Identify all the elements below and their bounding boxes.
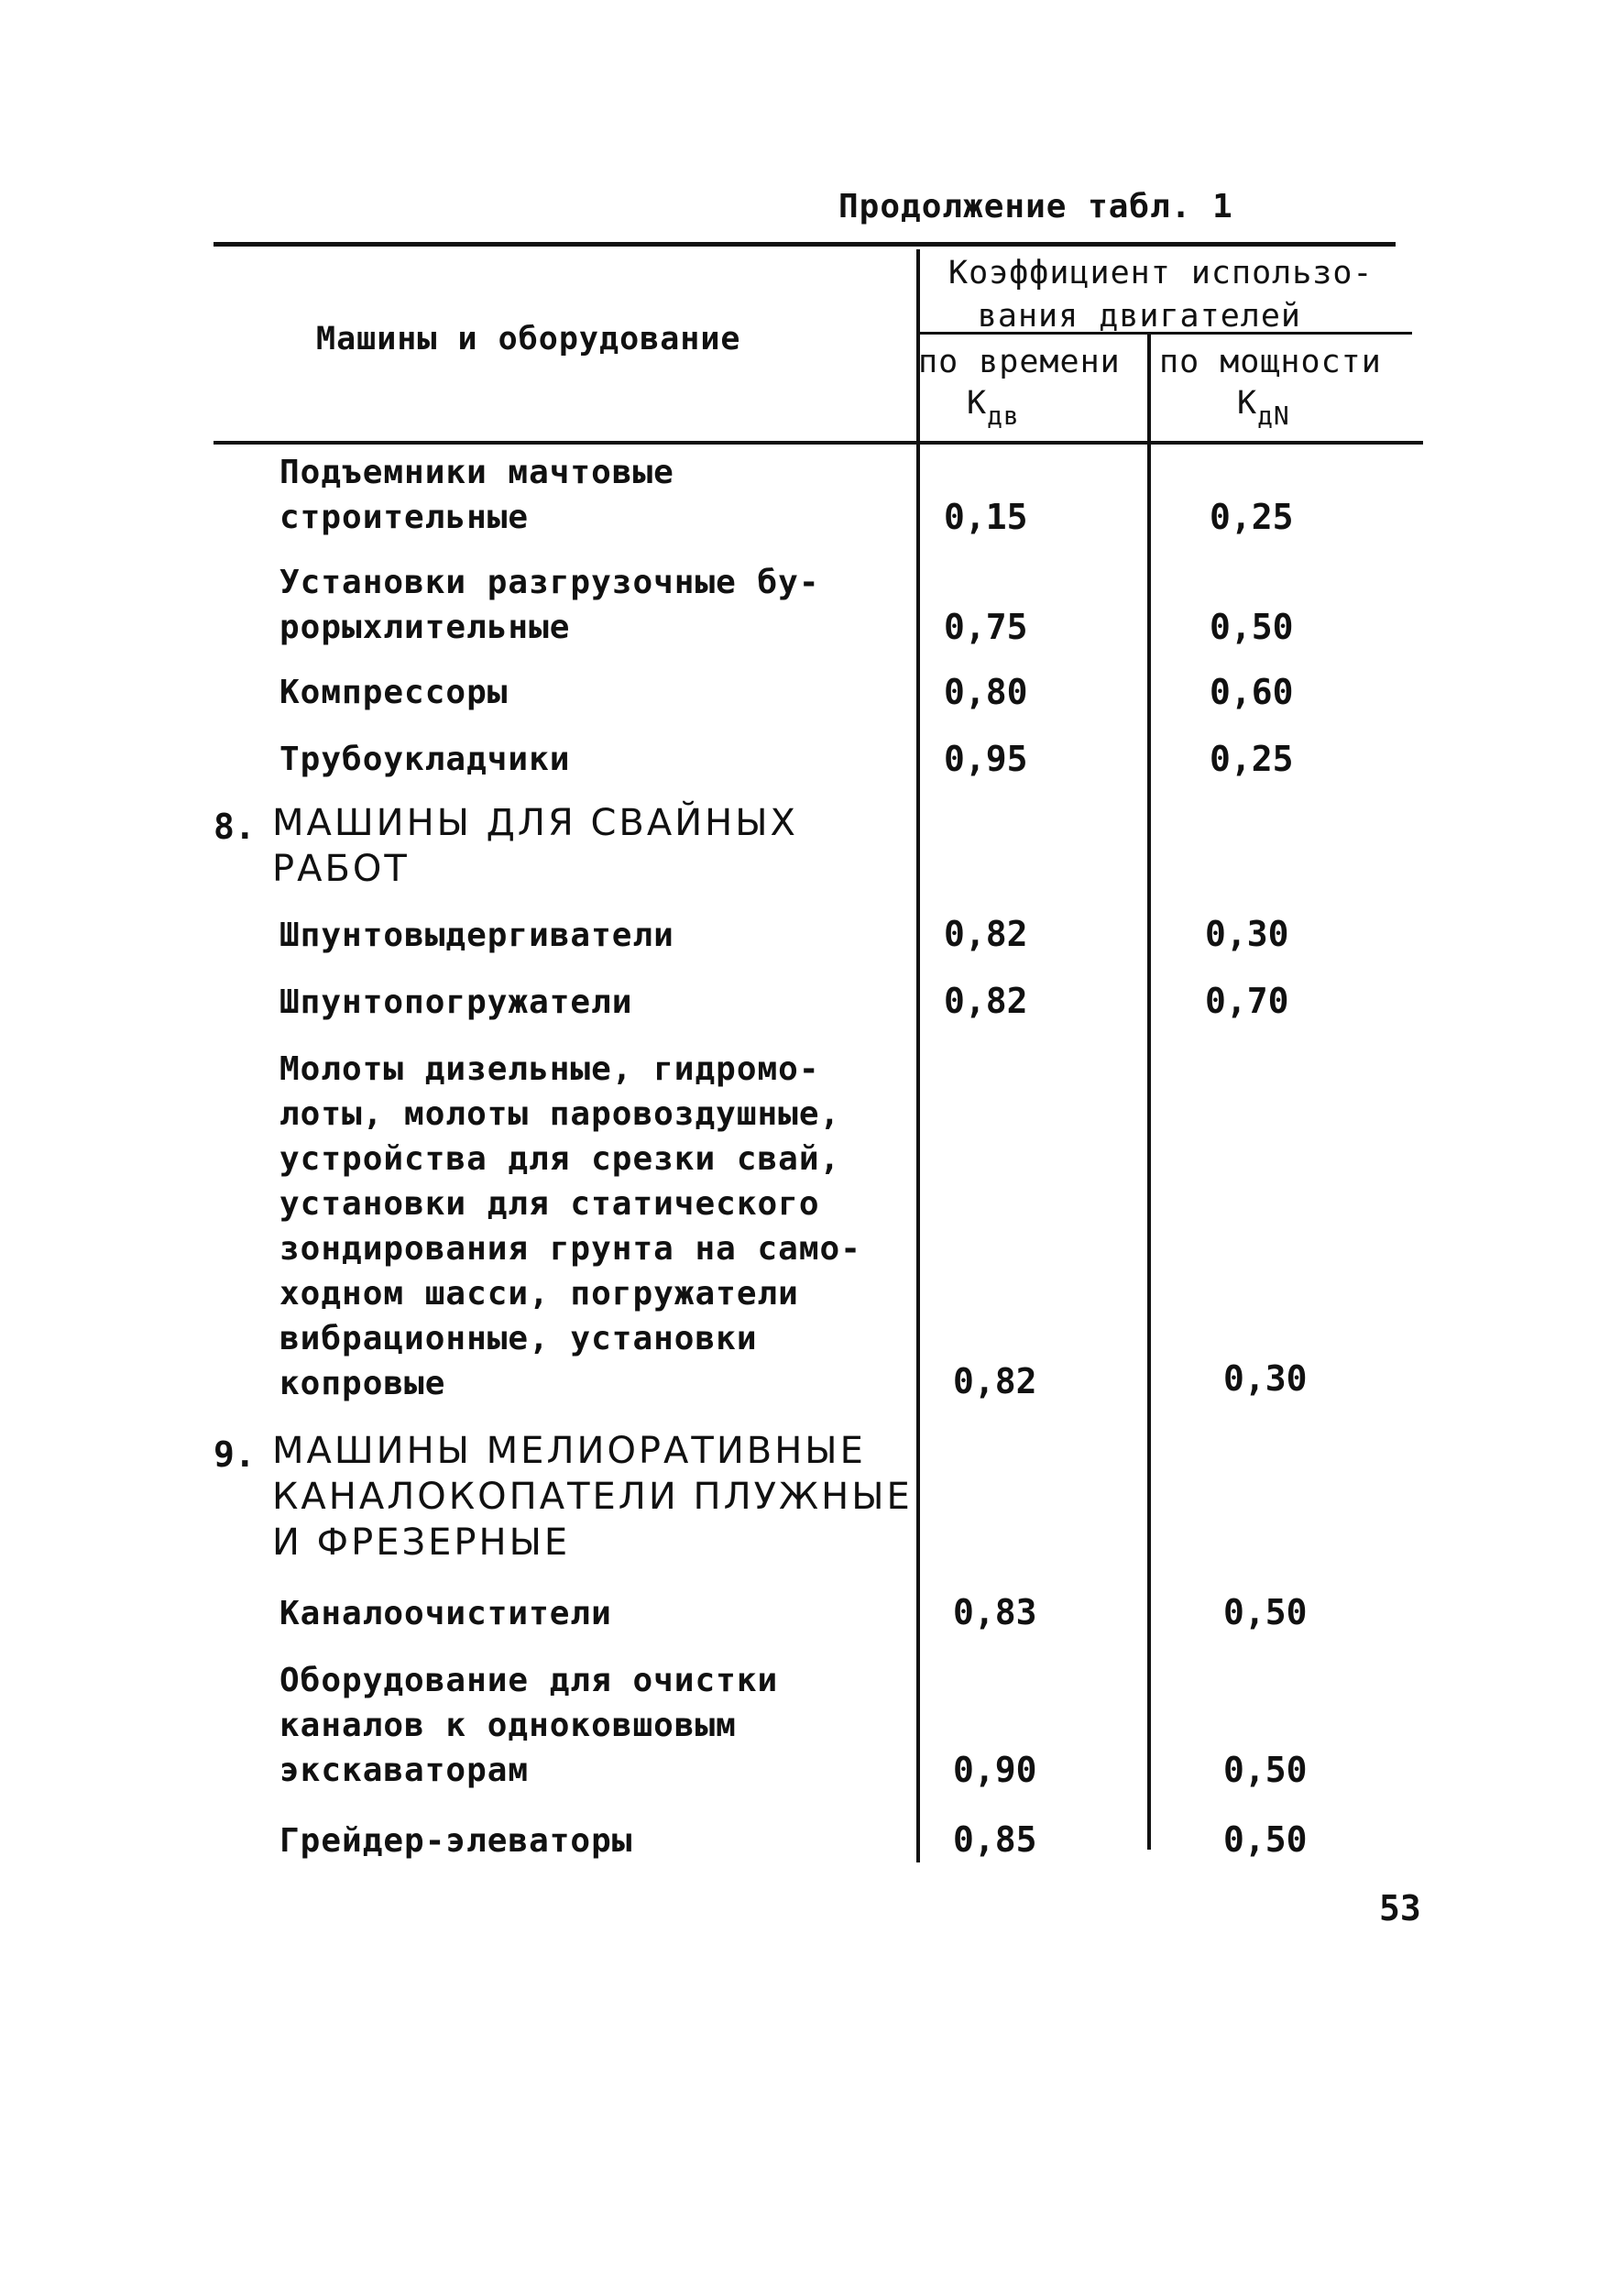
section-8-number: 8. — [214, 807, 256, 847]
column-divider-2 — [1147, 333, 1151, 1850]
row-11-time-value: 0,85 — [953, 1819, 1037, 1860]
row-10-name-line-3: экскаваторам — [279, 1752, 530, 1789]
row-2-time-value: 0,75 — [944, 607, 1028, 647]
row-1-name-line-1: Подъемники мачтовые — [279, 454, 674, 491]
row-7-name-line-3: устройства для срезки свай, — [279, 1140, 841, 1178]
row-6-name-line-1: Шпунтопогружатели — [279, 983, 633, 1021]
column-group-header-line2: вания двигателей — [977, 298, 1301, 335]
row-4-time-value: 0,95 — [944, 739, 1028, 779]
row-7-name-line-7: вибрационные, установки — [279, 1320, 758, 1357]
symbol-k-power-letter: К — [1237, 385, 1258, 422]
row-2-name-line-2: рорыхлительные — [279, 609, 571, 646]
row-6-power-value: 0,70 — [1205, 981, 1289, 1021]
row-10-name-line-2: каналов к одноковшовым — [279, 1707, 737, 1744]
row-11-power-value: 0,50 — [1223, 1819, 1308, 1860]
column-header-power: по мощности — [1159, 344, 1382, 380]
row-4-name-line-1: Трубоукладчики — [279, 741, 571, 778]
top-rule — [214, 242, 1396, 247]
row-7-name-line-8: копровые — [279, 1365, 446, 1402]
row-3-time-value: 0,80 — [944, 672, 1028, 712]
section-9-title-line-2: КАНАЛОКОПАТЕЛИ ПЛУЖНЫЕ — [272, 1476, 913, 1518]
row-5-time-value: 0,82 — [944, 914, 1028, 954]
header-bottom-rule — [214, 441, 1423, 445]
row-1-name-line-2: строительные — [279, 499, 530, 536]
section-8-title-line-2: РАБОТ — [272, 848, 410, 890]
row-10-time-value: 0,90 — [953, 1750, 1037, 1790]
section-9-title-line-1: МАШИНЫ МЕЛИОРАТИВНЫЕ — [272, 1430, 866, 1472]
row-10-power-value: 0,50 — [1223, 1750, 1308, 1790]
row-9-time-value: 0,83 — [953, 1592, 1037, 1632]
symbol-k-time-letter: К — [967, 385, 988, 422]
row-2-power-value: 0,50 — [1210, 607, 1294, 647]
column-header-machines: Машины и оборудование — [316, 321, 741, 357]
row-5-power-value: 0,30 — [1205, 914, 1289, 954]
section-9-title-line-3: И ФРЕЗЕРНЫЕ — [272, 1522, 571, 1564]
row-3-name-line-1: Компрессоры — [279, 674, 509, 711]
row-7-time-value: 0,82 — [953, 1361, 1037, 1401]
section-9-number: 9. — [214, 1434, 256, 1475]
row-1-power-value: 0,25 — [1210, 497, 1294, 537]
symbol-k-time — [967, 385, 1020, 431]
symbol-k-power — [1237, 385, 1290, 431]
column-header-time: по времени — [918, 344, 1121, 380]
row-7-name-line-2: лоты, молоты паровоздушные, — [279, 1095, 841, 1133]
symbol-k-power-subscript: дN — [1257, 401, 1290, 431]
row-1-time-value: 0,15 — [944, 497, 1028, 537]
table-caption: Продолжение табл. 1 — [838, 188, 1233, 225]
row-11-name-line-1: Грейдер-элеваторы — [279, 1822, 633, 1860]
row-3-power-value: 0,60 — [1210, 672, 1294, 712]
row-2-name-line-1: Установки разгрузочные бу- — [279, 564, 820, 601]
row-7-name-line-4: установки для статического — [279, 1185, 820, 1223]
row-7-name-line-6: ходном шасси, погружатели — [279, 1275, 799, 1313]
row-7-name-line-5: зондирования грунта на само- — [279, 1230, 861, 1268]
page-number: 53 — [1379, 1888, 1421, 1928]
row-9-name-line-1: Каналоочистители — [279, 1595, 612, 1632]
row-7-name-line-1: Молоты дизельные, гидромо- — [279, 1050, 820, 1088]
symbol-k-time-subscript: дв — [987, 401, 1020, 431]
row-9-power-value: 0,50 — [1223, 1592, 1308, 1632]
row-7-power-value: 0,30 — [1223, 1358, 1308, 1399]
row-5-name-line-1: Шпунтовыдергиватели — [279, 917, 674, 954]
row-4-power-value: 0,25 — [1210, 739, 1294, 779]
row-10-name-line-1: Оборудование для очистки — [279, 1662, 779, 1699]
column-divider-1 — [916, 249, 920, 1862]
section-8-title-line-1: МАШИНЫ ДЛЯ СВАЙНЫХ — [272, 802, 798, 844]
row-6-time-value: 0,82 — [944, 981, 1028, 1021]
column-group-header-line1: Коэффициент использо- — [948, 255, 1374, 291]
